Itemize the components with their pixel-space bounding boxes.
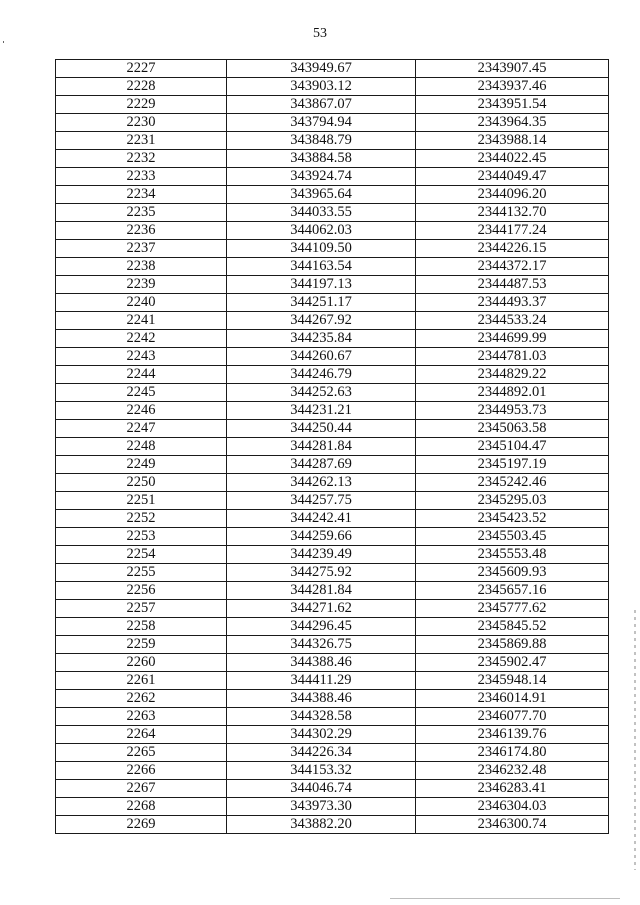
table-row [56,312,609,330]
table-row [56,240,609,258]
x-coordinate-cell: 344260.67 [227,348,416,366]
y-coordinate-cell: 2345503.45 [416,528,609,546]
point-number-cell: 2262 [56,690,227,708]
x-coordinate-cell: 344242.41 [227,510,416,528]
table-row [56,816,609,834]
x-coordinate-cell: 343903.12 [227,78,416,96]
x-coordinate-cell: 344302.29 [227,726,416,744]
point-number-cell: 2254 [56,546,227,564]
table-row [56,618,609,636]
point-number-cell: 2268 [56,798,227,816]
table-row [56,690,609,708]
scan-edge-mark [634,610,636,870]
table-row [56,60,609,78]
table-row [56,168,609,186]
point-number-cell: 2229 [56,96,227,114]
point-number-cell: 2266 [56,762,227,780]
x-coordinate-cell: 344226.34 [227,744,416,762]
x-coordinate-cell: 344259.66 [227,528,416,546]
point-number-cell: 2237 [56,240,227,258]
table-row [56,348,609,366]
point-number-cell: 2232 [56,150,227,168]
table-row [56,492,609,510]
y-coordinate-cell: 2344829.22 [416,366,609,384]
y-coordinate-cell: 2344132.70 [416,204,609,222]
y-coordinate-cell: 2346300.74 [416,816,609,834]
y-coordinate-cell: 2346174.80 [416,744,609,762]
point-number-cell: 2231 [56,132,227,150]
table-row [56,474,609,492]
y-coordinate-cell: 2344699.99 [416,330,609,348]
y-coordinate-cell: 2346077.70 [416,708,609,726]
y-coordinate-cell: 2343907.45 [416,60,609,78]
scan-bottom-line [390,898,620,899]
x-coordinate-cell: 344231.21 [227,402,416,420]
point-number-cell: 2259 [56,636,227,654]
x-coordinate-cell: 344328.58 [227,708,416,726]
y-coordinate-cell: 2344177.24 [416,222,609,240]
table-row [56,456,609,474]
point-number-cell: 2234 [56,186,227,204]
table-row [56,276,609,294]
point-number-cell: 2227 [56,60,227,78]
point-number-cell: 2240 [56,294,227,312]
point-number-cell: 2247 [56,420,227,438]
table-row [56,510,609,528]
point-number-cell: 2238 [56,258,227,276]
y-coordinate-cell: 2344372.17 [416,258,609,276]
x-coordinate-cell: 344235.84 [227,330,416,348]
point-number-cell: 2252 [56,510,227,528]
point-number-cell: 2241 [56,312,227,330]
x-coordinate-cell: 344062.03 [227,222,416,240]
x-coordinate-cell: 344287.69 [227,456,416,474]
y-coordinate-cell: 2344096.20 [416,186,609,204]
point-number-cell: 2236 [56,222,227,240]
table-row [56,762,609,780]
table-row [56,708,609,726]
y-coordinate-cell: 2345295.03 [416,492,609,510]
table-row [56,564,609,582]
y-coordinate-cell: 2345423.52 [416,510,609,528]
y-coordinate-cell: 2345777.62 [416,600,609,618]
x-coordinate-cell: 344296.45 [227,618,416,636]
point-number-cell: 2258 [56,618,227,636]
y-coordinate-cell: 2344953.73 [416,402,609,420]
point-number-cell: 2260 [56,654,227,672]
point-number-cell: 2228 [56,78,227,96]
y-coordinate-cell: 2344226.15 [416,240,609,258]
y-coordinate-cell: 2345609.93 [416,564,609,582]
table-row [56,636,609,654]
table-row [56,726,609,744]
y-coordinate-cell: 2346283.41 [416,780,609,798]
x-coordinate-cell: 343924.74 [227,168,416,186]
point-number-cell: 2265 [56,744,227,762]
x-coordinate-cell: 344250.44 [227,420,416,438]
point-number-cell: 2256 [56,582,227,600]
table-row [56,798,609,816]
y-coordinate-cell: 2345657.16 [416,582,609,600]
y-coordinate-cell: 2346139.76 [416,726,609,744]
y-coordinate-cell: 2343951.54 [416,96,609,114]
table-row [56,186,609,204]
y-coordinate-cell: 2344049.47 [416,168,609,186]
table-row [56,114,609,132]
x-coordinate-cell: 344275.92 [227,564,416,582]
table-row [56,600,609,618]
x-coordinate-cell: 344257.75 [227,492,416,510]
table-row [56,330,609,348]
point-number-cell: 2242 [56,330,227,348]
table-row [56,366,609,384]
x-coordinate-cell: 344046.74 [227,780,416,798]
table-row [56,384,609,402]
y-coordinate-cell: 2344493.37 [416,294,609,312]
point-number-cell: 2261 [56,672,227,690]
point-number-cell: 2269 [56,816,227,834]
table-row [56,294,609,312]
x-coordinate-cell: 343794.94 [227,114,416,132]
x-coordinate-cell: 344262.13 [227,474,416,492]
y-coordinate-cell: 2344487.53 [416,276,609,294]
y-coordinate-cell: 2345063.58 [416,420,609,438]
point-number-cell: 2249 [56,456,227,474]
x-coordinate-cell: 343882.20 [227,816,416,834]
table-row [56,744,609,762]
table-row [56,438,609,456]
y-coordinate-cell: 2345553.48 [416,546,609,564]
margin-mark [3,41,4,43]
x-coordinate-cell: 344281.84 [227,438,416,456]
y-coordinate-cell: 2346304.03 [416,798,609,816]
x-coordinate-cell: 343965.64 [227,186,416,204]
point-number-cell: 2233 [56,168,227,186]
x-coordinate-cell: 344153.32 [227,762,416,780]
point-number-cell: 2264 [56,726,227,744]
y-coordinate-cell: 2345948.14 [416,672,609,690]
table-row [56,204,609,222]
x-coordinate-cell: 344388.46 [227,690,416,708]
table-row [56,654,609,672]
table-row [56,96,609,114]
y-coordinate-cell: 2345869.88 [416,636,609,654]
coordinates-table [55,59,609,834]
point-number-cell: 2267 [56,780,227,798]
table-row [56,672,609,690]
point-number-cell: 2243 [56,348,227,366]
table-row [56,402,609,420]
y-coordinate-cell: 2346232.48 [416,762,609,780]
y-coordinate-cell: 2343988.14 [416,132,609,150]
point-number-cell: 2255 [56,564,227,582]
point-number-cell: 2235 [56,204,227,222]
point-number-cell: 2244 [56,366,227,384]
y-coordinate-cell: 2344781.03 [416,348,609,366]
point-number-cell: 2253 [56,528,227,546]
x-coordinate-cell: 344033.55 [227,204,416,222]
table-row [56,528,609,546]
point-number-cell: 2257 [56,600,227,618]
x-coordinate-cell: 344109.50 [227,240,416,258]
x-coordinate-cell: 344388.46 [227,654,416,672]
x-coordinate-cell: 343949.67 [227,60,416,78]
table-row [56,222,609,240]
x-coordinate-cell: 344271.62 [227,600,416,618]
x-coordinate-cell: 344163.54 [227,258,416,276]
page-number: 53 [313,26,327,41]
point-number-cell: 2250 [56,474,227,492]
x-coordinate-cell: 344267.92 [227,312,416,330]
x-coordinate-cell: 344246.79 [227,366,416,384]
table-row [56,258,609,276]
x-coordinate-cell: 343884.58 [227,150,416,168]
x-coordinate-cell: 343867.07 [227,96,416,114]
x-coordinate-cell: 343973.30 [227,798,416,816]
x-coordinate-cell: 344197.13 [227,276,416,294]
table-row [56,78,609,96]
point-number-cell: 2251 [56,492,227,510]
table-row [56,780,609,798]
table-row [56,582,609,600]
y-coordinate-cell: 2344892.01 [416,384,609,402]
table-row [56,546,609,564]
y-coordinate-cell: 2346014.91 [416,690,609,708]
y-coordinate-cell: 2343937.46 [416,78,609,96]
point-number-cell: 2246 [56,402,227,420]
point-number-cell: 2245 [56,384,227,402]
point-number-cell: 2239 [56,276,227,294]
coordinates-table-body [56,60,609,834]
y-coordinate-cell: 2345845.52 [416,618,609,636]
x-coordinate-cell: 344251.17 [227,294,416,312]
point-number-cell: 2263 [56,708,227,726]
point-number-cell: 2248 [56,438,227,456]
x-coordinate-cell: 344411.29 [227,672,416,690]
y-coordinate-cell: 2345197.19 [416,456,609,474]
y-coordinate-cell: 2344022.45 [416,150,609,168]
y-coordinate-cell: 2344533.24 [416,312,609,330]
x-coordinate-cell: 344252.63 [227,384,416,402]
table-row [56,420,609,438]
x-coordinate-cell: 343848.79 [227,132,416,150]
table-row [56,150,609,168]
x-coordinate-cell: 344239.49 [227,546,416,564]
x-coordinate-cell: 344281.84 [227,582,416,600]
y-coordinate-cell: 2345902.47 [416,654,609,672]
x-coordinate-cell: 344326.75 [227,636,416,654]
y-coordinate-cell: 2343964.35 [416,114,609,132]
point-number-cell: 2230 [56,114,227,132]
y-coordinate-cell: 2345104.47 [416,438,609,456]
table-row [56,132,609,150]
y-coordinate-cell: 2345242.46 [416,474,609,492]
